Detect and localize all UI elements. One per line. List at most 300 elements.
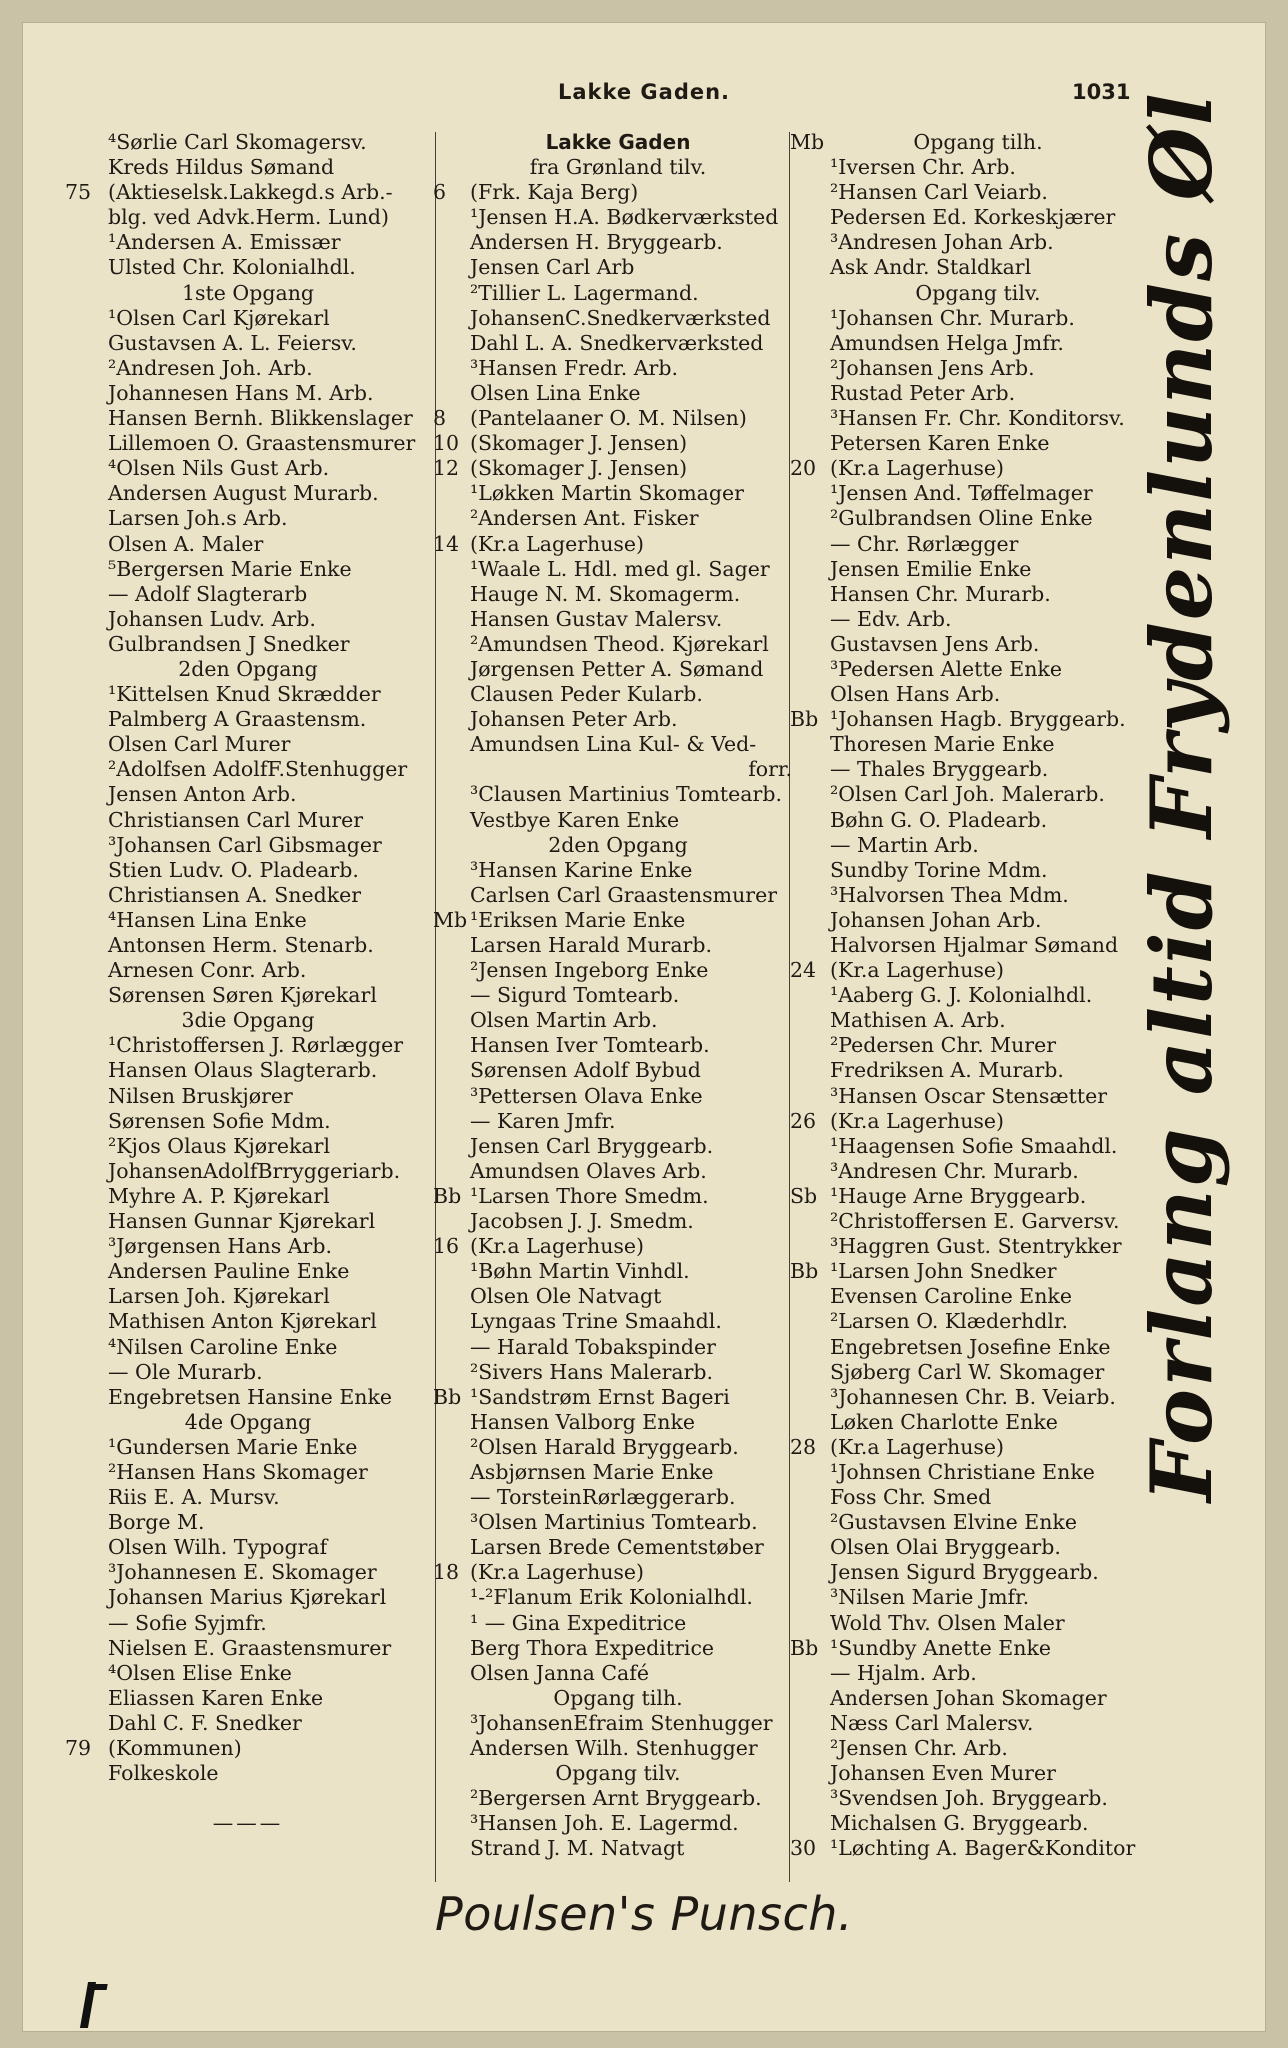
entry-text: ²Olsen Harald Bryggearb. (470, 1434, 739, 1459)
directory-entry (444, 657, 792, 682)
directory-entry (68, 1711, 428, 1736)
house-number: Sb (790, 1183, 818, 1208)
entry-text: ⁴Sørlie Carl Skomagersv. (108, 130, 367, 154)
directory-entry (444, 782, 792, 807)
entry-text: Evensen Caroline Enke (830, 1284, 1072, 1309)
directory-entry (792, 1585, 1164, 1610)
directory-entry (444, 1134, 792, 1159)
entry-text: 3die Opgang (181, 1008, 315, 1033)
entry-text: Vestbye Karen Enke (470, 807, 680, 832)
entry-text: Riis E. A. Mursv. (108, 1485, 280, 1510)
section-heading (792, 281, 1164, 306)
directory-entry (68, 632, 428, 657)
directory-entry (65, 180, 428, 205)
directory-entry (433, 431, 792, 456)
entry-text: (Kr.a Lagerhuse) (470, 1560, 645, 1585)
directory-entry (68, 1535, 428, 1560)
entry-text: (Frk. Kaja Berg) (470, 180, 639, 205)
directory-entry (444, 1008, 792, 1033)
directory-entry (68, 1234, 428, 1259)
entry-text: ³Hansen Oscar Stensætter (830, 1083, 1108, 1108)
entry-text: Hansen Bernh. Blikkenslager (108, 406, 413, 431)
entry-text: Nilsen Bruskjører (108, 1083, 293, 1108)
directory-entry (68, 858, 428, 883)
directory-entry (792, 808, 1164, 833)
directory-entry (792, 1836, 1164, 1861)
entry-text: ³Svendsen Joh. Bryggearb. (830, 1786, 1108, 1811)
entry-text: Sørensen Adolf Bybud (470, 1058, 701, 1083)
entry-text: Larsen Joh. Kjørekarl (108, 1284, 330, 1309)
entry-text: ¹-²Flanum Erik Kolonialhdl. (470, 1585, 753, 1610)
entry-text: Olsen Wilh. Typograf (108, 1535, 328, 1560)
directory-entry (444, 1058, 792, 1083)
directory-entry (444, 1335, 792, 1360)
entry-text: Halvorsen Hjalmar Sømand (830, 933, 1119, 957)
entry-text: Nielsen E. Graastensmurer (108, 1635, 392, 1660)
entry-text: Michalsen G. Bryggearb. (830, 1811, 1089, 1836)
section-heading (792, 130, 1164, 155)
entry-text: Opgang tilh. (553, 1685, 683, 1710)
directory-entry (444, 1736, 792, 1761)
directory-entry (792, 1259, 1164, 1284)
directory-entry (792, 1134, 1164, 1159)
entry-text: Opgang tilh. (913, 130, 1043, 154)
directory-entry (444, 1033, 792, 1058)
entry-text: Hansen Valborg Enke (470, 1409, 695, 1434)
directory-entry (792, 1360, 1164, 1385)
directory-entry (68, 356, 428, 381)
entry-text: (Kr.a Lagerhuse) (830, 1434, 1005, 1459)
directory-entry (792, 1636, 1164, 1661)
entry-text: ¹Bøhn Martin Vinhdl. (470, 1259, 690, 1284)
directory-entry (433, 1183, 792, 1209)
directory-entry (792, 1761, 1164, 1786)
entry-text: Larsen Harald Murarb. (470, 933, 712, 957)
directory-entry (444, 1360, 792, 1385)
directory-entry (444, 858, 792, 883)
entry-text: Johansen Marius Kjørekarl (108, 1585, 387, 1610)
entry-text: Amundsen Helga Jmfr. (830, 330, 1064, 355)
directory-entry (68, 1560, 428, 1585)
entry-text: (Skomager J. Jensen) (470, 431, 688, 456)
directory-entry (792, 1460, 1164, 1485)
entry-text: ²Kjos Olaus Kjørekarl (108, 1133, 331, 1158)
directory-entry (444, 1661, 792, 1686)
entry-text: ¹Hauge Arne Bryggearb. (830, 1183, 1087, 1208)
entry-text: ³Olsen Martinius Tomtearb. (470, 1510, 758, 1535)
entry-text: ⁵Bergersen Marie Enke (108, 556, 352, 581)
section-heading (444, 1761, 792, 1786)
directory-entry (792, 1033, 1164, 1058)
directory-entry (68, 506, 428, 531)
house-number: 18 (433, 1560, 460, 1585)
directory-entry (68, 1309, 428, 1334)
directory-entry (68, 1510, 428, 1535)
directory-entry (68, 331, 428, 356)
entry-text: ¹Waale L. Hdl. med gl. Sager (470, 556, 770, 581)
directory-entry (68, 1159, 428, 1184)
entry-text: ³Hansen Karine Enke (470, 857, 693, 882)
directory-entry (792, 180, 1164, 205)
directory-entry (433, 531, 792, 557)
entry-text: ²Pedersen Chr. Murer (830, 1033, 1057, 1058)
corner-mark (80, 1982, 96, 2028)
directory-entry (68, 1058, 428, 1083)
directory-entry (792, 657, 1164, 682)
entry-text: ¹Løchting A. Bager&Konditor (830, 1836, 1136, 1861)
entry-text: Lillemoen O. Graastensmurer (108, 431, 416, 456)
directory-entry (68, 306, 428, 331)
house-number: Bb (433, 1384, 462, 1409)
entry-text: Gustavsen Jens Arb. (830, 631, 1040, 656)
entry-text: ²Hansen Hans Skomager (108, 1459, 368, 1484)
entry-text: ³JohansenEfraim Stenhugger (470, 1710, 773, 1735)
directory-entry (68, 1435, 428, 1460)
directory-entry (792, 1058, 1164, 1083)
directory-entry (792, 506, 1164, 531)
entry-text: Larsen Joh.s Arb. (108, 506, 288, 531)
directory-entry (792, 1485, 1164, 1510)
directory-entry (792, 1335, 1164, 1360)
directory-entry (792, 1385, 1164, 1410)
entry-text: Løken Charlotte Enke (830, 1409, 1058, 1434)
entry-text: ⁴Olsen Nils Gust Arb. (108, 456, 330, 481)
entry-text: ²Johansen Jens Arb. (830, 355, 1035, 380)
entry-text: ¹Johnsen Christiane Enke (830, 1459, 1095, 1484)
directory-entry (792, 933, 1164, 958)
entry-text: — Thales Bryggearb. (830, 757, 1049, 782)
entry-text: Fredriksen A. Murarb. (830, 1058, 1064, 1083)
house-number: Mb (790, 130, 825, 154)
directory-entry (792, 1611, 1164, 1636)
entry-text: ³Johannesen Chr. B. Veiarb. (830, 1384, 1116, 1409)
entry-text: Andersen August Murarb. (108, 481, 379, 506)
entry-text: Lyngaas Trine Smaahdl. (470, 1309, 722, 1334)
section-heading (68, 1410, 428, 1435)
directory-entry (792, 1661, 1164, 1686)
entry-text: Hansen Olaus Slagterarb. (108, 1058, 378, 1083)
entry-text: Hansen Iver Tomtearb. (470, 1033, 710, 1058)
directory-page (22, 22, 1266, 2032)
directory-entry (444, 883, 792, 908)
directory-entry (444, 632, 792, 657)
directory-entry (433, 180, 792, 205)
entry-text: Hansen Chr. Murarb. (830, 581, 1051, 606)
entry-text: Engebretsen Hansine Enke (108, 1384, 393, 1409)
entry-text: Olsen Martin Arb. (470, 1008, 658, 1033)
directory-entry (68, 1786, 428, 1811)
directory-entry (433, 1560, 792, 1585)
directory-entry (444, 1109, 792, 1134)
directory-entry (792, 406, 1164, 431)
directory-entry (444, 682, 792, 707)
entry-text: Andersen Pauline Enke (108, 1259, 350, 1284)
entry-text: ²Tillier L. Lagermand. (470, 280, 699, 305)
entry-text: Ask Andr. Staldkarl (830, 255, 1032, 280)
directory-entry (792, 1008, 1164, 1033)
directory-entry (444, 808, 792, 833)
directory-entry (444, 331, 792, 356)
entry-text: ²Hansen Carl Veiarb. (830, 180, 1048, 205)
directory-entry (444, 356, 792, 381)
directory-entry (433, 1384, 792, 1410)
entry-text: blg. ved Advk.Herm. Lund) (108, 205, 390, 230)
directory-entry (433, 907, 792, 933)
entry-text: Thoresen Marie Enke (830, 732, 1055, 757)
entry-text: 2den Opgang (178, 656, 318, 681)
entry-text: ²Adolfsen AdolfF.Stenhugger (108, 757, 408, 782)
directory-entry (68, 381, 428, 406)
directory-entry (68, 255, 428, 280)
entry-text: ⁴Nilsen Caroline Enke (108, 1334, 338, 1359)
entry-text: ²Gustavsen Elvine Enke (830, 1510, 1077, 1535)
directory-entry (433, 406, 792, 431)
directory-entry (68, 431, 428, 456)
entry-text: ²Sivers Hans Malerarb. (470, 1359, 714, 1384)
directory-entry (444, 732, 792, 757)
entry-text: ²Andresen Joh. Arb. (108, 355, 313, 380)
directory-entry (792, 1711, 1164, 1736)
house-number: 28 (790, 1434, 817, 1459)
entry-text: Johannesen Hans M. Arb. (108, 380, 374, 405)
column-divider (435, 132, 436, 1882)
directory-entry (444, 958, 792, 983)
entry-text: JohansenAdolfBrryggeriarb. (108, 1158, 401, 1183)
entry-text: ¹Andersen A. Emissær (108, 230, 341, 255)
entry-text: Eliassen Karen Enke (108, 1685, 324, 1710)
entry-text: 4de Opgang (184, 1409, 312, 1434)
entry-text: Jensen Carl Arb (470, 255, 635, 280)
entry-text: (Kr.a Lagerhuse) (470, 531, 645, 556)
entry-text: ³Jørgensen Hans Arb. (108, 1234, 332, 1259)
house-number: 30 (790, 1836, 817, 1861)
entry-text: ³Hansen Fredr. Arb. (470, 355, 678, 380)
directory-entry (433, 1234, 792, 1259)
entry-text: Jørgensen Petter A. Sømand (470, 656, 764, 681)
directory-entry (68, 406, 428, 431)
directory-entry (444, 557, 792, 582)
directory-entry (444, 1811, 792, 1836)
entry-text: Hauge N. M. Skomagerm. (470, 581, 741, 606)
directory-entry (444, 1284, 792, 1309)
entry-text: Jensen Anton Arb. (108, 782, 297, 807)
entry-text: Johansen Peter Arb. (470, 707, 678, 732)
entry-text: Amundsen Olaves Arb. (470, 1158, 707, 1183)
entry-text: Larsen Brede Cementstøber (470, 1535, 764, 1560)
directory-entry (792, 1560, 1164, 1585)
directory-entry (65, 1736, 428, 1761)
directory-entry (792, 908, 1164, 933)
page-header-title: Lakke Gaden. (557, 80, 731, 104)
entry-text: ³Halvorsen Thea Mdm. (830, 882, 1069, 907)
directory-entry (444, 1159, 792, 1184)
entry-text: ²Andersen Ant. Fisker (470, 506, 699, 531)
entry-text: — Sigurd Tomtearb. (470, 983, 680, 1008)
entry-text: ³Johannesen E. Skomager (108, 1560, 377, 1585)
entry-text: — Harald Tobakspinder (470, 1334, 716, 1359)
entry-text: ³Hansen Joh. E. Lagermd. (470, 1811, 739, 1836)
entry-text: — Martin Arb. (830, 832, 979, 857)
directory-entry (444, 582, 792, 607)
directory-entry (68, 1335, 428, 1360)
directory-entry (68, 557, 428, 582)
entry-text: Bøhn G. O. Pladearb. (830, 807, 1048, 832)
directory-entry (792, 532, 1164, 557)
directory-entry (68, 1084, 428, 1109)
directory-entry (444, 1485, 792, 1510)
entry-text: Sørensen Sofie Mdm. (108, 1108, 331, 1133)
entry-text: ³Nilsen Marie Jmfr. (830, 1585, 1030, 1610)
entry-text: Opgang tilv. (555, 1761, 681, 1786)
entry-text: Andersen Johan Skomager (830, 1685, 1107, 1710)
entry-text: Petersen Karen Enke (830, 431, 1050, 456)
entry-text: Wold Thv. Olsen Maler (830, 1610, 1065, 1635)
directory-entry (444, 1309, 792, 1334)
directory-entry (444, 1535, 792, 1560)
entry-text: Jensen Carl Bryggearb. (470, 1133, 714, 1158)
entry-text: Olsen Lina Enke (470, 380, 641, 405)
entry-text: Opgang tilv. (915, 280, 1041, 305)
directory-entry (444, 481, 792, 506)
directory-entry (68, 808, 428, 833)
entry-text: ²Bergersen Arnt Bryggearb. (470, 1786, 762, 1811)
entry-text: ¹Gundersen Marie Enke (108, 1434, 358, 1459)
entry-text: Dahl L. A. Snedkerværksted (470, 330, 764, 355)
directory-entry (444, 506, 792, 531)
directory-entry (792, 306, 1164, 331)
directory-entry (444, 205, 792, 230)
entry-text: 1ste Opgang (181, 280, 315, 305)
entry-text: (Skomager J. Jensen) (470, 456, 688, 481)
section-heading (444, 833, 792, 858)
entry-text: Arnesen Conr. Arb. (108, 958, 307, 983)
directory-entry (792, 356, 1164, 381)
directory-entry (68, 682, 428, 707)
entry-text: Myhre A. P. Kjørekarl (108, 1183, 330, 1208)
entry-text: fra Grønland tilv. (529, 155, 707, 180)
directory-entry (792, 1184, 1164, 1209)
directory-entry (444, 1836, 792, 1861)
directory-entry (444, 1209, 792, 1234)
entry-text: Berg Thora Expeditrice (470, 1635, 715, 1660)
entry-text: Asbjørnsen Marie Enke (470, 1459, 714, 1484)
directory-entry (792, 582, 1164, 607)
directory-entry (444, 281, 792, 306)
entry-text: Jensen Sigurd Bryggearb. (830, 1560, 1099, 1585)
entry-text: Gustavsen A. L. Feiersv. (108, 330, 357, 355)
entry-text: ²Christoffersen E. Garversv. (830, 1209, 1120, 1234)
directory-entry (792, 1811, 1164, 1836)
directory-entry (792, 431, 1164, 456)
directory-entry (68, 230, 428, 255)
entry-text: Christiansen A. Snedker (108, 882, 362, 907)
section-heading (444, 1686, 792, 1711)
entry-text: Antonsen Herm. Stenarb. (108, 933, 374, 957)
directory-entry (792, 1284, 1164, 1309)
entry-text: ³Andresen Chr. Murarb. (830, 1158, 1079, 1183)
directory-entry (68, 1360, 428, 1385)
entry-text: Borge M. (108, 1510, 205, 1535)
entry-text: Mathisen A. Arb. (830, 1008, 1006, 1033)
entry-text: ¹Johansen Hagb. Bryggearb. (830, 707, 1126, 732)
directory-entry (792, 1209, 1164, 1234)
directory-entry (444, 933, 792, 958)
directory-entry (792, 155, 1164, 180)
entry-text: Johansen Even Murer (830, 1761, 1056, 1786)
directory-entry (68, 130, 428, 155)
entry-text: ²Larsen O. Klæderhdlr. (830, 1309, 1069, 1334)
vertical-advertisement: Forlang altid Frydenlunds Øl (1132, 91, 1231, 1502)
directory-entry (68, 782, 428, 807)
directory-entry (68, 732, 428, 757)
house-number: 26 (790, 1108, 817, 1133)
entry-text: Lakke Gaden (545, 130, 691, 154)
house-number: Bb (790, 707, 819, 732)
entry-text: Hansen Gunnar Kjørekarl (108, 1209, 376, 1234)
entry-text: Johansen Johan Arb. (830, 907, 1042, 932)
directory-entry (68, 883, 428, 908)
directory-entry (68, 1109, 428, 1134)
directory-entry (444, 1460, 792, 1485)
house-number: 20 (790, 456, 817, 481)
entry-text: ¹Larsen Thore Smedm. (470, 1183, 709, 1208)
directory-entry (792, 1159, 1164, 1184)
directory-entry (68, 983, 428, 1008)
section-heading (444, 155, 792, 180)
directory-entry (444, 1410, 792, 1435)
entry-text: ²Olsen Carl Joh. Malerarb. (830, 782, 1105, 807)
house-number: Bb (433, 1183, 462, 1208)
entry-text: — Hjalm. Arb. (830, 1660, 977, 1685)
directory-entry (792, 1435, 1164, 1460)
entry-text: ³Hansen Fr. Chr. Konditorsv. (830, 406, 1125, 431)
entry-text: — Adolf Slagterarb (108, 581, 308, 606)
section-heading (444, 130, 792, 155)
entry-text: ¹Løkken Martin Skomager (470, 481, 744, 506)
directory-entry (444, 1435, 792, 1460)
entry-text: Christiansen Carl Murer (108, 807, 364, 832)
entry-text: Mathisen Anton Kjørekarl (108, 1309, 377, 1334)
directory-entry (444, 1636, 792, 1661)
entry-text: (Kr.a Lagerhuse) (830, 958, 1005, 983)
entry-text: ¹Aaberg G. J. Kolonialhdl. (830, 983, 1093, 1008)
directory-entry (444, 757, 792, 782)
directory-entry (444, 1711, 792, 1736)
house-number: Bb (790, 1635, 819, 1660)
entry-text: Næss Carl Malersv. (830, 1710, 1034, 1735)
directory-entry (444, 1259, 792, 1284)
directory-entry (792, 1686, 1164, 1711)
directory-entry (792, 732, 1164, 757)
directory-entry (792, 230, 1164, 255)
directory-entry (792, 1410, 1164, 1435)
entry-text: Carlsen Carl Graastensmurer (470, 882, 778, 907)
directory-entry (444, 607, 792, 632)
entry-text: Rustad Peter Arb. (830, 380, 1016, 405)
directory-entry (68, 1385, 428, 1410)
directory-entry (68, 582, 428, 607)
directory-entry (68, 933, 428, 958)
directory-entry (68, 532, 428, 557)
directory-entry (792, 1535, 1164, 1560)
directory-entry (792, 557, 1164, 582)
directory-entry (792, 1084, 1164, 1109)
entry-text: Andersen H. Bryggearb. (470, 230, 723, 255)
entry-text: ¹Haagensen Sofie Smaahdl. (830, 1133, 1118, 1158)
directory-column-3 (792, 130, 1164, 1861)
entry-text: ³Pettersen Olava Enke (470, 1083, 703, 1108)
entry-text: ¹Christoffersen J. Rørlægger (108, 1033, 404, 1058)
